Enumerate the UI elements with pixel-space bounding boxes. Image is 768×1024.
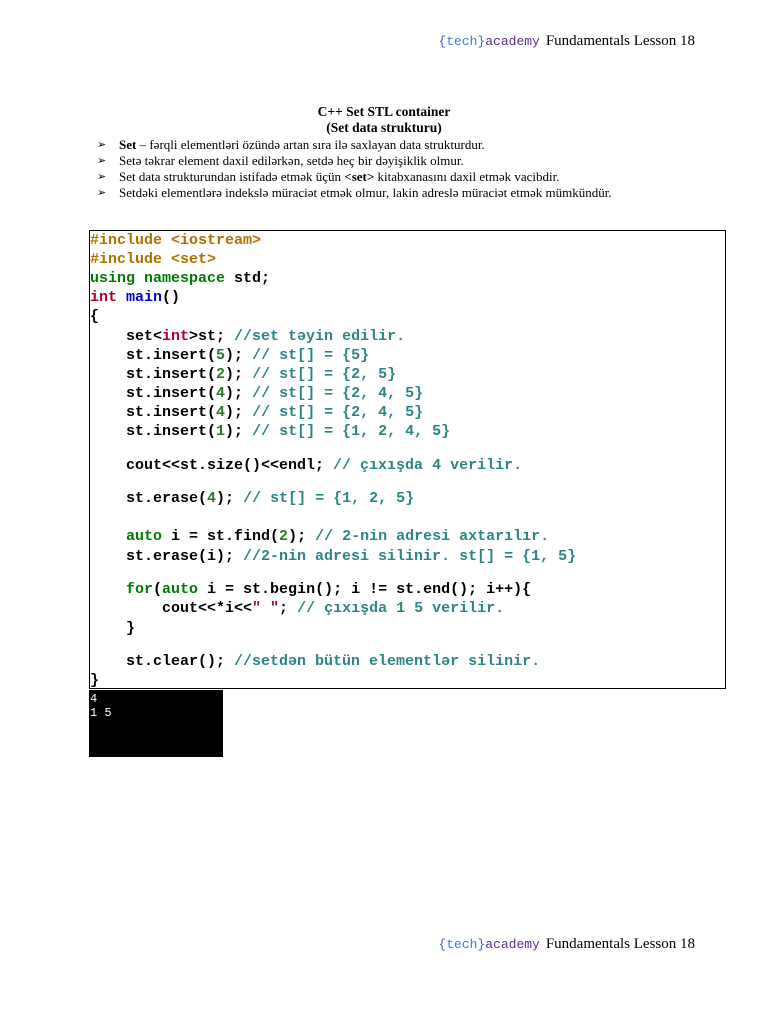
code-line: st.insert(1); // st[] = {1, 2, 4, 5} bbox=[90, 423, 451, 440]
code-line: for(auto i = st.begin(); i != st.end(); i++){ bbox=[90, 581, 532, 598]
code-line: using namespace std; bbox=[90, 270, 271, 287]
code-line: st.clear(); //setdən bütün elementlər silinir. bbox=[90, 653, 541, 670]
page-footer bbox=[0, 936, 695, 953]
console-output bbox=[89, 690, 223, 757]
title-line-1: C++ Set STL container bbox=[317, 104, 451, 119]
code-line: int main() bbox=[90, 289, 181, 306]
code-line: st.insert(4); // st[] = {2, 4, 5} bbox=[90, 404, 424, 421]
code-line: st.insert(2); // st[] = {2, 5} bbox=[90, 366, 397, 383]
code-line: #include <set> bbox=[90, 251, 217, 268]
brand-logo: {tech}academy bbox=[438, 937, 540, 952]
code-line: #include <iostream> bbox=[90, 232, 262, 249]
code-line: set<int>st; //set təyin edilir. bbox=[90, 328, 406, 345]
arrow-bullet-icon: ➢ bbox=[97, 171, 107, 183]
footer-lesson: Fundamentals Lesson 18 bbox=[545, 936, 695, 952]
code-line: auto i = st.find(2); // 2-nin adresi axtarılır. bbox=[90, 528, 550, 545]
code-line: } bbox=[90, 672, 100, 689]
code-line: cout<<*i<<" "; // çıxışda 1 5 verilir. bbox=[90, 600, 505, 617]
code-block bbox=[89, 230, 726, 689]
arrow-bullet-icon: ➢ bbox=[97, 187, 107, 199]
title-line-2: (Set data strukturu) bbox=[326, 120, 442, 135]
brand-logo: {tech}academy bbox=[438, 34, 540, 49]
code-line: { bbox=[90, 308, 100, 325]
arrow-bullet-icon: ➢ bbox=[97, 155, 107, 167]
page-header bbox=[0, 33, 695, 50]
bullet-item: ➢ Set data strukturundan istifadə etmək üçün <set> kitabxanasını daxil etmək vacibdir. bbox=[97, 169, 560, 184]
code-line: st.insert(4); // st[] = {2, 4, 5} bbox=[90, 385, 424, 402]
code-line: st.erase(i); //2-nin adresi silinir. st[] = {1, 5} bbox=[90, 548, 577, 565]
console-line: 1 5 bbox=[90, 706, 112, 720]
bullet-list bbox=[97, 137, 694, 201]
code-line: st.erase(4); // st[] = {1, 2, 5} bbox=[90, 490, 415, 507]
bullet-item: ➢ Set – fərqli elementləri özündə artan sıra ilə saxlayan data strukturdur. bbox=[97, 137, 485, 152]
page-title bbox=[0, 104, 768, 136]
code-line: } bbox=[90, 620, 136, 637]
arrow-bullet-icon: ➢ bbox=[97, 139, 107, 151]
code-line: st.insert(5); // st[] = {5} bbox=[90, 347, 370, 364]
bullet-item: ➢ Setdəki elementlərə indekslə müraciət etmək olmur, lakin adreslə müraciət etmək mümkündür. bbox=[97, 185, 612, 200]
code-line: cout<<st.size()<<endl; // çıxışda 4 verilir. bbox=[90, 457, 523, 474]
console-line: 4 bbox=[90, 692, 98, 706]
bullet-item: ➢ Setə təkrar element daxil edilərkən, setdə heç bir dəyişiklik olmur. bbox=[97, 153, 464, 168]
header-lesson: Fundamentals Lesson 18 bbox=[545, 33, 695, 49]
